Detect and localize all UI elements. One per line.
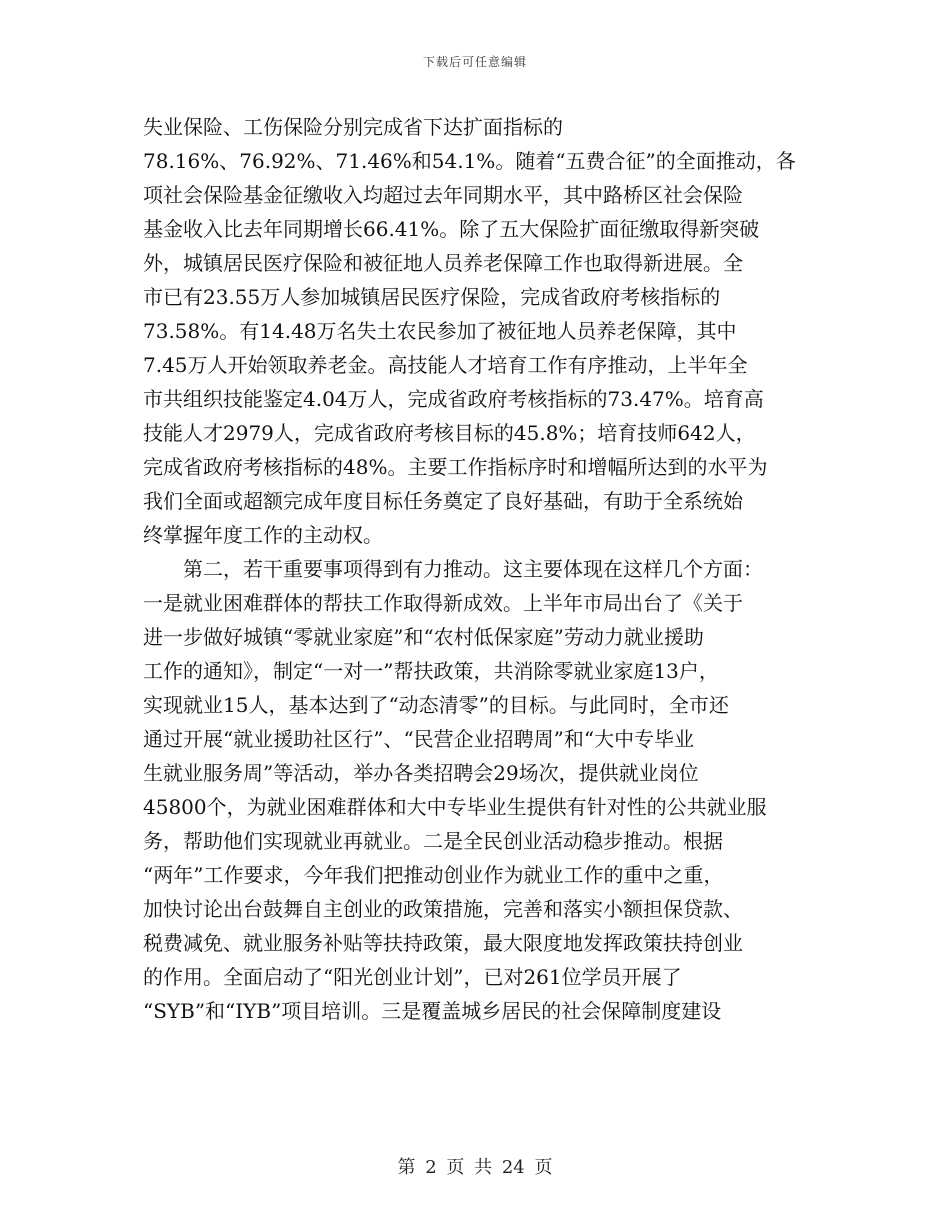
text-line: 技能人才2979人，完成省政府考核目标的45.8%；培育技师642人， (143, 421, 756, 445)
text-line: 73.58%。有14.48万名失土农民参加了被征地人员养老保障，其中 (143, 319, 737, 343)
text-line: 失业保险、工伤保险分别完成省下达扩面指标的 (143, 115, 563, 139)
text-line: 外，城镇居民医疗保险和被征地人员养老保障工作也取得新进展。全 (143, 251, 743, 275)
text-line: “SYB”和“IYB”项目培训。三是覆盖城乡居民的社会保障制度建设 (143, 999, 722, 1023)
text-line: 市共组织技能鉴定4.04万人，完成省政府考核指标的73.47%。培育高 (143, 387, 764, 411)
text-line: 实现就业15人，基本达到了“动态清零”的目标。与此同时，全市还 (143, 693, 729, 717)
text-line: 45800个，为就业困难群体和大中专毕业生提供有针对性的公共就业服 (143, 795, 767, 819)
text-line: 完成省政府考核指标的48%。主要工作指标序时和增幅所达到的水平为 (143, 455, 768, 479)
text-line: 税费减免、就业服务补贴等扶持政策，最大限度地发挥政策扶持创业 (143, 931, 743, 955)
text-line: 的作用。全面启动了“阳光创业计划”，已对261位学员开展了 (143, 965, 682, 989)
text-line: 工作的通知》，制定“一对一”帮扶政策，共消除零就业家庭13户， (143, 659, 719, 683)
text-line: 终掌握年度工作的主动权。 (143, 523, 383, 547)
page-header: 下载后可任意编辑 (422, 55, 527, 69)
paragraph-start-line: 第二，若干重要事项得到有力推动。这主要体现在这样几个方面： (143, 557, 763, 581)
text-line: 一是就业困难群体的帮扶工作取得新成效。上半年市局出台了《关于 (143, 591, 743, 615)
text-line: 78.16%、76.92%、71.46%和54.1%。随着“五费合征”的全面推动，各 (143, 149, 796, 173)
text-line: 项社会保险基金征缴收入均超过去年同期水平，其中路桥区社会保险 (143, 183, 743, 207)
text-line: 加快讨论出台鼓舞自主创业的政策措施，完善和落实小额担保贷款、 (143, 897, 743, 921)
text-line: 务，帮助他们实现就业再就业。二是全民创业活动稳步推动。根据 (143, 829, 723, 853)
text-line: 基金收入比去年同期增长66.41%。除了五大保险扩面征缴取得新突破 (143, 217, 760, 241)
text-line: 生就业服务周”等活动，举办各类招聘会29场次，提供就业岗位 (143, 761, 699, 785)
text-line: 我们全面或超额完成年度目标任务奠定了良好基础，有助于全系统始 (143, 489, 743, 513)
page-number-footer: 第 2 页 共 24 页 (397, 1157, 553, 1178)
text-line: 通过开展“就业援助社区行”、“民营企业招聘周”和“大中专毕业 (143, 727, 695, 751)
text-line: 7.45万人开始领取养老金。高技能人才培育工作有序推动，上半年全 (143, 353, 748, 377)
text-line: “两年”工作要求，今年我们把推动创业作为就业工作的重中之重， (143, 863, 724, 887)
text-line: 市已有23.55万人参加城镇居民医疗保险，完成省政府考核指标的 (143, 285, 721, 309)
text-line: 进一步做好城镇“零就业家庭”和“农村低保家庭”劳动力就业援助 (143, 625, 704, 649)
document-body (143, 110, 823, 1028)
